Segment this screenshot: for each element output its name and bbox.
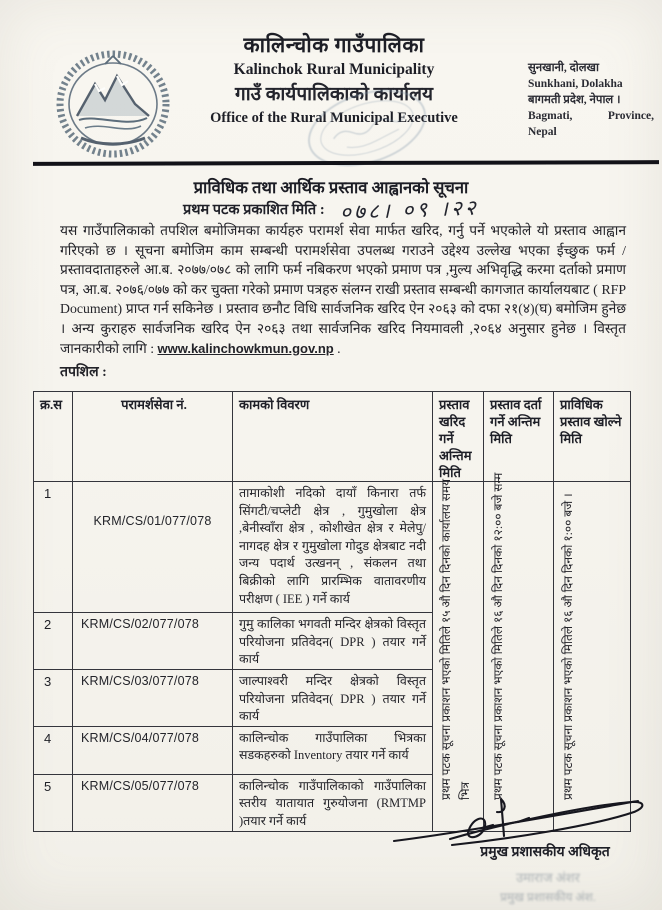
- row-description: कालिन्चोक गाउँपालिका भित्रका सडकहरुको Inventory तयार गर्ने कार्य: [233, 726, 433, 774]
- header-sn: क्र.स: [34, 392, 73, 482]
- table-header-row: [34, 392, 631, 482]
- row-description: कालिन्चोक गाउँपालिकाको गाउँपालिका स्तरीय यातायात गुरुयोजना (RMTMP )तयार गर्ने कार्य: [233, 774, 433, 831]
- address-line-english-3: Nepal: [528, 126, 557, 138]
- notice-title: प्राविधिक तथा आर्थिक प्रस्ताव आह्वानको सूचना: [193, 178, 469, 197]
- office-name-english: Office of the Rural Municipal Executive: [210, 110, 458, 126]
- row-code: KRM/CS/04/077/078: [73, 726, 233, 774]
- body-text-tail: .: [333, 340, 341, 356]
- header-purchase-deadline: प्रस्ताव खरिद गर्ने अन्तिम मिति: [433, 392, 484, 482]
- header-service-no: परामर्शसेवा नं.: [73, 392, 233, 482]
- header-registration-deadline: प्रस्ताव दर्ता गर्ने अन्तिम मिति: [484, 392, 554, 482]
- signatory-designation: प्रमुख प्रशासकीय अधिकृत: [480, 845, 610, 860]
- procurement-table: [33, 391, 632, 828]
- office-name-nepali: गाउँ कार्यपालिकाको कार्यालय: [235, 84, 433, 105]
- address-line-nepali-1: सुनखानी, दोलखा: [528, 62, 599, 74]
- organization-header: [158, 32, 510, 129]
- row-description: तामाकोशी नदिको दायाँ किनारा तर्फ सिंगटी/चप्लेटी क्षेत्र , गुमुखोला क्षेत्र ,बेनीस्वाँरा क्षेत्र , कोशीखेत क्षेत्र र मेलेपु/नागदह क्षेत्र र गुमुखोला गोदुड क्षेत्रबाट नदी जन्य पदार्थ उत्खनन् , संकलन तथा बिक्रीको लागि प्रारम्भिक वातावरणीय परीक्षण ( IEE ) गर्ने कार्य: [233, 482, 433, 613]
- published-date-handwritten: ०७८। ०९ ।२२: [339, 195, 480, 225]
- row-sn: 3: [34, 670, 73, 727]
- row-description: गुमु कालिका भगवती मन्दिर क्षेत्रको विस्तृत परियोजना प्रतिवेदन( DPR ) तयार गर्ने कार्य: [233, 613, 433, 670]
- website-url: www.kalinchowkmun.gov.np: [157, 340, 334, 356]
- row-description: जाल्पाश्वरी मन्दिर क्षेत्रको विस्तृत परियोजना प्रतिवेदन( DPR ) तयार गर्ने कार्य: [233, 670, 433, 727]
- row-sn: 5: [34, 774, 73, 831]
- body-text: यस गाउँपालिकाको तपशिल बमोजिमका कार्यहरु परामर्श सेवा मार्फत खरिद, गर्नु पर्ने भएकोले यो प्रस्ताव आह्वान गरिएको छ । सूचना बमोजिम काम सम्बन्धी परामर्शसेवा उपलब्ध गराउने उद्देश्य उल्लेख भएका ईच्छुक फर्म /प्रस्तावदाताहरुले आ.ब. २०७७/०७८ को लागि फर्म नबिकरण भएको प्रमाण पत्र ,मुल्य अभिवृद्धि करमा दर्ताको प्रमाण पत्र, आ.ब. २०७६/०७७ को कर चुक्ता गरेको प्रमाण पत्रहरु संलग्न राखी प्रस्ताव सम्बन्धी कागजात कार्यालयबाट ( RFP Document) प्राप्त गर्न सकिनेछ । प्रस्ताव छनौट विधि सार्वजनिक खरिद ऐन २०६३ को दफा २१(४)(घ) बमोजिम हुनेछ । अन्य कुराहरु सार्वजनिक खरिद ऐन २०६३ तथा सार्वजनिक खरिद नियमावली ,२०६४ अनुसार हुनेछ । विस्तृत जानकारीको लागि :: [60, 223, 626, 356]
- address-block: [528, 60, 654, 140]
- faded-stamp-line-1: उमाराज अंशर: [516, 870, 580, 885]
- notice-body-paragraph: [60, 221, 626, 358]
- address-line-nepali-2: बागमती प्रदेश, नेपाल ।: [528, 94, 621, 106]
- table-row: [34, 482, 631, 613]
- header-divider: [33, 160, 659, 165]
- row-sn: 1: [34, 482, 73, 613]
- org-name-english: Kalinchok Rural Municipality: [233, 61, 435, 78]
- published-date-line: [0, 196, 662, 224]
- details-label: तपशिल :: [60, 365, 107, 380]
- municipality-emblem-icon: [55, 50, 171, 162]
- vertical-text-purchase-deadline: प्रथम पटक सूचना प्रकाशन भएको मितिले १५ औ दिन दिनको कार्यालय समय भित्र: [439, 478, 472, 800]
- header-opening-date: प्राविधिक प्रस्ताव खोल्ने मिति: [554, 392, 631, 482]
- address-line-english-2: Bagmati, Province,: [528, 110, 654, 122]
- org-name-nepali: कालिन्चोक गाउँपालिका: [243, 33, 425, 57]
- row-code: KRM/CS/03/077/078: [73, 670, 233, 727]
- header-work-description: कामको विवरण: [233, 392, 433, 482]
- address-line-english-1: Sunkhani, Dolakha: [528, 78, 623, 90]
- vertical-text-registration-deadline: प्रथम पटक सूचना प्रकाशन भएको मितिले १६ औ दिन दिनको १२:०० बजे सम्म: [491, 472, 505, 800]
- vertical-text-opening-date: प्रथम पटक सूचना प्रकाशन भएको मितिले १६ औ दिन दिनको १:०० बजे ।: [561, 493, 575, 800]
- row-code: KRM/CS/02/077/078: [73, 613, 233, 670]
- row-sn: 2: [34, 613, 73, 670]
- published-date-label: प्रथम पटक प्रकाशित मिति :: [182, 202, 325, 218]
- row-code: KRM/CS/01/077/078: [73, 482, 233, 613]
- row-sn: 4: [34, 726, 73, 774]
- row-code: KRM/CS/05/077/078: [73, 774, 233, 831]
- faded-stamp-line-2: प्रमुख प्रशासकीय अंश.: [500, 890, 596, 904]
